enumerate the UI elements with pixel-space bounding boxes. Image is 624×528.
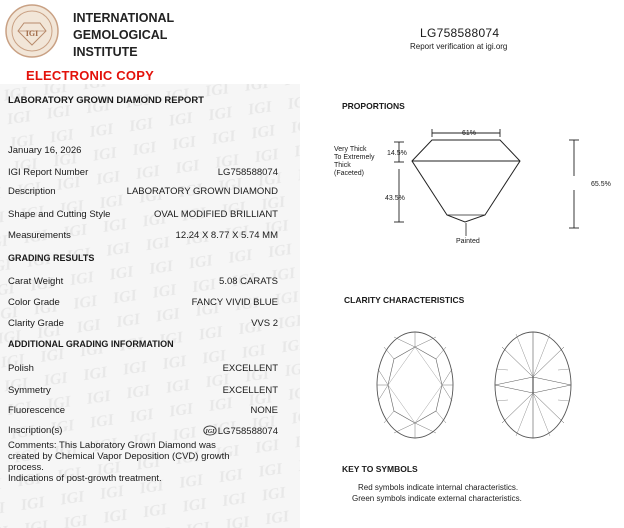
field-value: 12.24 X 8.77 X 5.74 MM [175,230,278,241]
field-label: Description [8,186,56,197]
field-row [8,297,278,310]
girdle-line: Very Thick [334,146,367,153]
svg-text:IGI: IGI [205,429,215,435]
institute-name-line: INTERNATIONAL [73,11,175,25]
field-label: Polish [8,363,34,374]
field-value: LG758588074 [217,167,278,178]
field-label: Clarity Grade [8,318,64,329]
girdle-line: (Faceted) [334,170,364,177]
field-row [8,276,278,289]
additional-grading-heading: ADDITIONAL GRADING INFORMATION [8,339,174,349]
proportions-heading: PROPORTIONS [342,101,405,111]
institute-name-line: GEMOLOGICAL [73,28,168,42]
field-label: Measurements [8,230,71,241]
field-label: IGI Report Number [8,167,89,178]
field-label: Carat Weight [8,276,64,287]
girdle-line: To Extremely [334,154,375,161]
comment-line: created by Chemical Vapor Deposition (CVD) growth [8,451,230,462]
report-verification-text: Report verification at igi.org [410,42,508,51]
key-red-symbols-text: Red symbols indicate internal characteristics. [358,483,519,492]
field-row [8,405,278,418]
field-label: Shape and Cutting Style [8,209,111,220]
clarity-plot-pavilion-view [488,325,578,445]
institute-name-line: INSTITUTE [73,45,138,59]
clarity-plot-crown-view [370,325,460,445]
report-title: LABORATORY GROWN DIAMOND REPORT [8,95,204,106]
comments-block [8,440,283,484]
field-value [203,425,278,437]
comment-line: process. [8,462,44,473]
report-date: January 16, 2026 [8,145,82,156]
field-row [8,167,278,180]
culet-description: Painted [456,238,480,245]
field-value: OVAL MODIFIED BRILLIANT [153,209,278,220]
comment-line: Comments: This Laboratory Grown Diamond was [8,440,216,451]
field-label: Inscription(s) [8,425,63,436]
field-row [8,186,278,199]
report-date-row [8,145,278,158]
electronic-copy-label: ELECTRONIC COPY [26,68,154,83]
igi-seal-icon [4,3,60,59]
institute-name [73,10,174,61]
clarity-characteristics-heading: CLARITY CHARACTERISTICS [344,295,465,305]
inscription-value: LG758588074 [217,426,278,437]
report-number-header: LG758588074 [420,26,500,40]
field-value: FANCY VIVID BLUE [191,297,278,308]
field-row [8,363,278,376]
comment-line: Indications of post-growth treatment. [8,473,162,484]
crown-percentage: 14.5% [387,150,407,157]
field-value: LABORATORY GROWN DIAMOND [126,186,278,197]
svg-text:IGI: IGI [25,29,39,38]
field-row [8,385,278,398]
field-row [8,209,278,222]
field-value: VVS 2 [251,318,278,329]
field-value: 5.08 CARATS [219,276,278,287]
field-row [8,425,278,438]
field-value: EXCELLENT [222,385,278,396]
field-label: Color Grade [8,297,60,308]
girdle-description [334,146,374,178]
grading-results-heading: GRADING RESULTS [8,253,95,263]
field-row [8,318,278,331]
pavilion-percentage: 43.5% [385,195,405,202]
girdle-line: Thick [334,162,351,169]
field-value: NONE [250,405,278,416]
field-row [8,230,278,243]
table-percentage: 61% [462,130,477,137]
field-label: Fluorescence [8,405,66,416]
total-depth-percentage: 65.5% [591,181,611,188]
field-value: EXCELLENT [222,363,278,374]
key-green-symbols-text: Green symbols indicate external characteristics. [352,494,522,503]
field-label: Symmetry [8,385,51,396]
key-to-symbols-heading: KEY TO SYMBOLS [342,464,418,474]
proportions-diagram [330,110,624,250]
igi-logo-icon [203,425,217,436]
